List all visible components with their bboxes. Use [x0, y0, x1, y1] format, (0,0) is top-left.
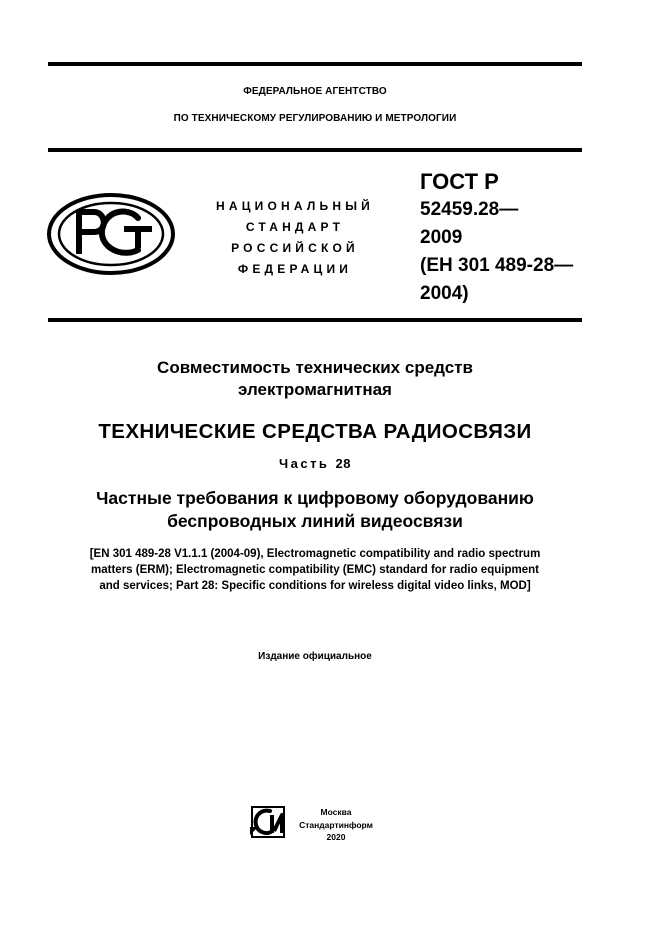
compat-title-line-1: Совместимость технических средств	[157, 358, 473, 377]
requirements-title-line-1: Частные требования к цифровому оборудованию	[96, 488, 534, 508]
publisher-info	[296, 806, 376, 844]
part-number: 28	[335, 456, 352, 471]
en-reference	[48, 546, 582, 594]
en-reference-line-3: and services; Part 28: Specific conditions for wireless digital video links, MOD]	[99, 580, 531, 592]
standartinform-logo-icon	[248, 805, 288, 839]
designation-rule	[48, 318, 582, 322]
requirements-title-line-2: беспроводных линий видеосвязи	[167, 511, 463, 531]
requirements-title	[48, 487, 582, 533]
designation-line-5: 2004)	[420, 283, 469, 304]
en-reference-line-1: [EN 301 489-28 V1.1.1 (2004-09), Electromagnetic compatibility and radio spectrum	[89, 548, 541, 560]
standard-designation	[420, 168, 590, 308]
header-rule	[48, 148, 582, 152]
standard-type-line-3: РОССИЙСКОЙ	[231, 241, 359, 255]
main-title: ТЕХНИЧЕСКИЕ СРЕДСТВА РАДИОСВЯЗИ	[98, 420, 532, 443]
part-heading	[48, 456, 582, 471]
edition-label: Издание официальное	[258, 651, 372, 662]
designation-line-1: ГОСТ Р	[420, 169, 499, 194]
standard-type-line-1: НАЦИОНАЛЬНЫЙ	[215, 199, 375, 213]
standard-type-line-2: СТАНДАРТ	[245, 220, 345, 234]
top-rule	[48, 62, 582, 66]
designation-line-4: (ЕН 301 489-28—	[420, 255, 574, 276]
en-reference-line-2: matters (ERM); Electromagnetic compatibility (EMC) standard for radio equipment	[91, 564, 539, 576]
agency-line-2: ПО ТЕХНИЧЕСКОМУ РЕГУЛИРОВАНИЮ И МЕТРОЛОГИИ	[173, 113, 457, 124]
publisher-year: 2020	[326, 832, 346, 842]
rst-certification-logo-icon	[46, 192, 176, 276]
designation-line-3: 2009	[420, 227, 463, 248]
publisher-city: Москва	[320, 807, 352, 817]
publisher-name: Стандартинформ	[299, 819, 373, 830]
compat-title	[48, 357, 582, 401]
part-label: Часть	[278, 456, 330, 471]
standard-type	[205, 196, 385, 280]
compat-title-line-2: электромагнитная	[238, 380, 392, 399]
standard-type-line-4: ФЕДЕРАЦИИ	[237, 262, 353, 276]
designation-line-2: 52459.28—	[420, 199, 519, 220]
agency-line-1: ФЕДЕРАЛЬНОЕ АГЕНТСТВО	[243, 86, 387, 97]
